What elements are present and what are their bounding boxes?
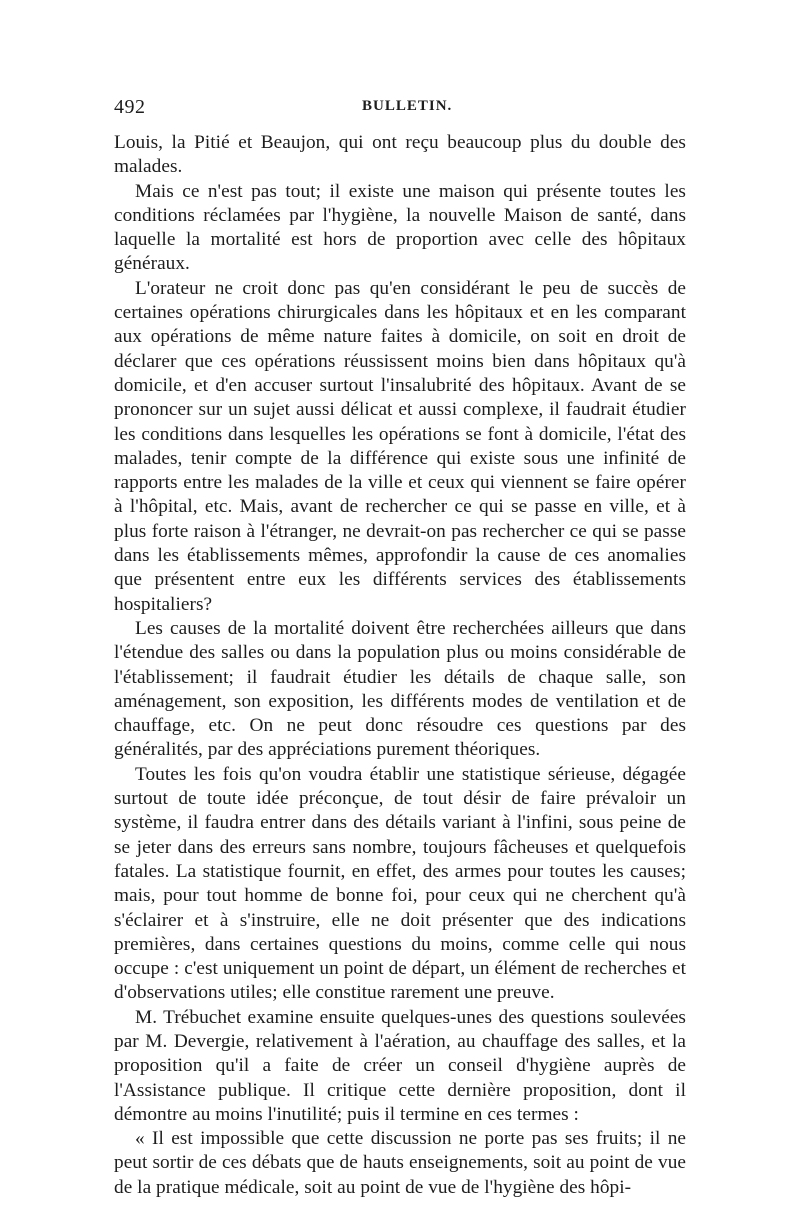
page-header (114, 96, 686, 130)
body-text (114, 131, 686, 1200)
paragraph: Toutes les fois qu'on voudra établir une statistique sérieuse, dégagée surtout de toute idée préconçue, de tout désir de faire prévaloir un système, il faudra entrer dans des détails variant à l'infini, sous peine de se jeter dans des erreurs sans nombre, toujours fâcheuses et quelquefois fatales. La statistique fournit, en effet, des armes pour toutes les causes; mais, pour tout homme de bonne foi, pour ceux qui ne cherchent qu'à s'éclairer et à s'instruire, elle ne doit présenter que des indications premières, dans certaines questions du moins, comme celle qui nous occupe : c'est uniquement un point de départ, un élément de recherches et d'observations utiles; elle constitue rarement une preuve. (114, 763, 686, 1004)
paragraph: Mais ce n'est pas tout; il existe une maison qui présente toutes les conditions réclamées par l'hygiène, la nouvelle Maison de santé, dans laquelle la mortalité est hors de proportion avec celle des hôpitaux généraux. (114, 180, 686, 275)
page-number: 492 (114, 96, 146, 118)
quotation-paragraph: « Il est impossible que cette discussion ne porte pas ses fruits; il ne peut sortir de ces débats que de hauts enseignements, soit au point de vue de la pratique médicale, soit au point de vue de l'hygiène des hôpi- (114, 1128, 686, 1198)
paragraph-continuation: Louis, la Pitié et Beaujon, qui ont reçu beaucoup plus du double des malades. (114, 132, 686, 178)
paragraph: L'orateur ne croit donc pas qu'en considérant le peu de succès de certaines opérations chirurgicales dans les hôpitaux et en les comparant aux opérations de même nature faites à domicile, on soit en droit de déclarer que ces opérations réussissent moins bien dans hôpitaux qu'à domicile, et d'en accuser surtout l'insalubrité des hôpitaux. Avant de se prononcer sur un sujet aussi délicat et aussi complexe, il faudrait étudier les conditions dans lesquelles les opérations se font à domicile, l'état des malades, tenir compte de la différence qui existe sous une infinité de rapports entre les malades de la ville et ceux qui viennent se faire opérer à l'hôpital, etc. Mais, avant de rechercher ce qui se passe en ville, et à plus forte raison à l'étranger, ne devrait-on pas rechercher ce qui se passe dans les établissements mêmes, approfondir la cause de ces anomalies que présentent entre eux les différents services des établissements hospitaliers? (114, 277, 686, 615)
running-head: BULLETIN. (362, 98, 453, 114)
paragraph: M. Trébuchet examine ensuite quelques-unes des questions soulevées par M. Devergie, relativement à l'aération, au chauffage des salles, et la proposition qu'il a faite de créer un conseil d'hygiène auprès de l'Assistance publique. Il critique cette dernière proposition, dont il démontre au moins l'inutilité; puis il termine en ces termes : (114, 1006, 686, 1125)
paragraph: Les causes de la mortalité doivent être recherchées ailleurs que dans l'étendue des salles ou dans la population plus ou moins considérable de l'établissement; il faudrait étudier les détails de chaque salle, son aménagement, son exposition, les différents modes de ventilation et de chauffage, etc. On ne peut donc résoudre ces questions par des généralités, par des appréciations purement théoriques. (114, 617, 686, 761)
